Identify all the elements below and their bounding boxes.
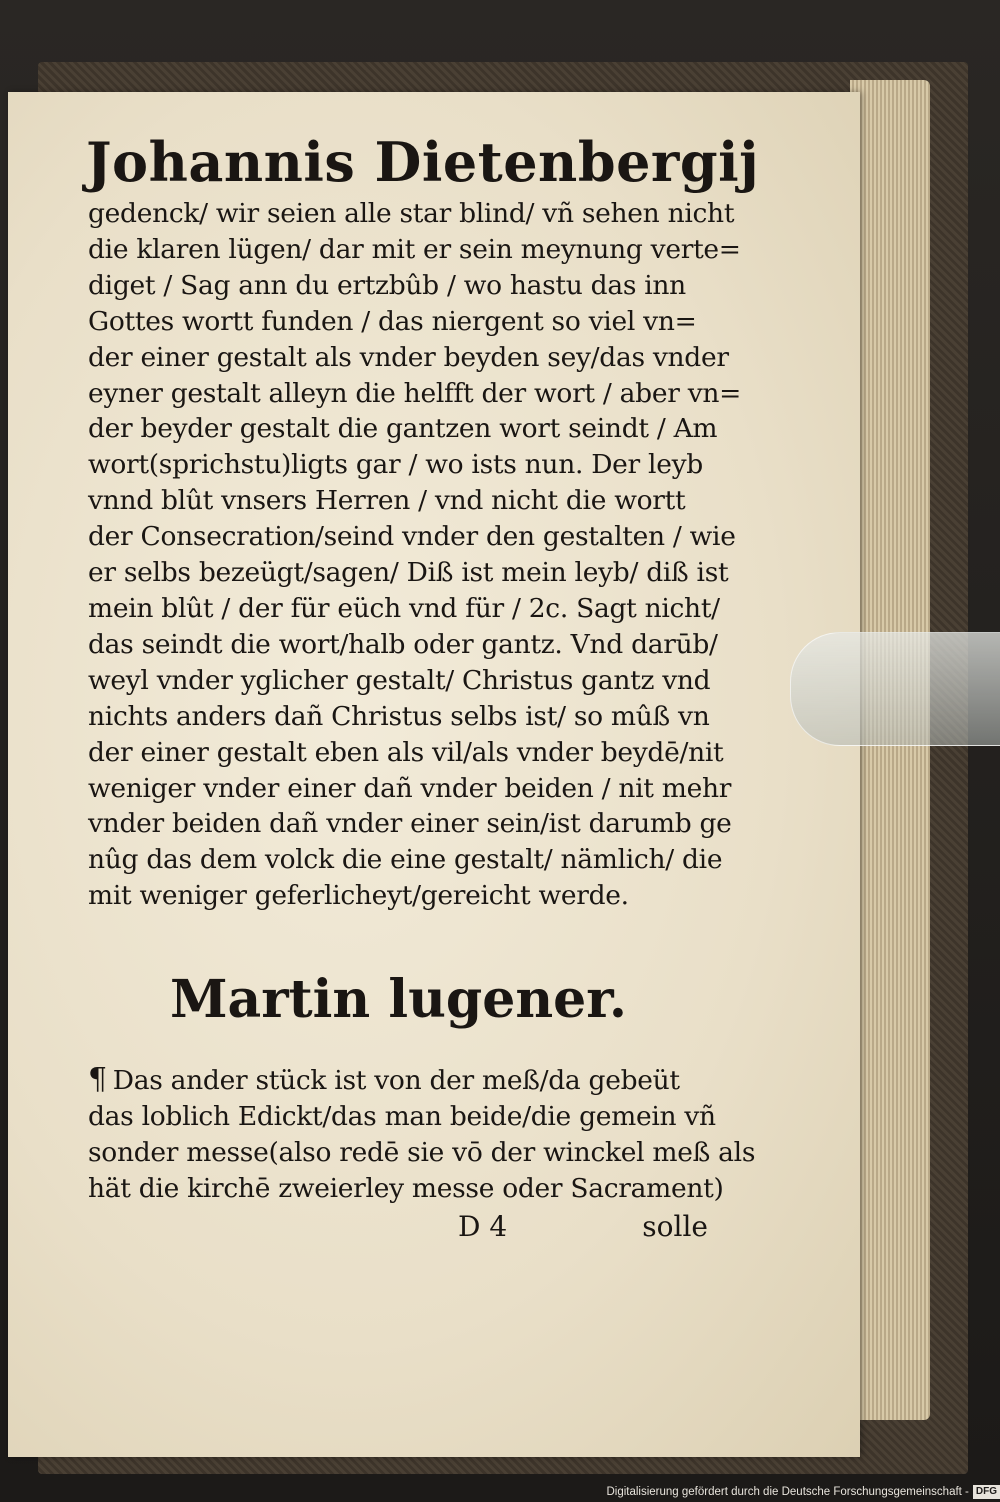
paragraph-1 xyxy=(88,196,742,914)
text-line: vnnd blût vnsers Herren / vnd nicht die wortt xyxy=(88,485,686,517)
text-line: das loblich Edickt/das man beide/die gemein vñ xyxy=(88,1100,716,1132)
text-line: gedenck/ wir seien alle star blind/ vñ sehen nicht xyxy=(88,198,735,229)
text-line-content: Das ander stück ist von der meß/da gebeüt xyxy=(112,1065,680,1096)
text-line: hät die kirchē zweierley messe oder Sacrament) xyxy=(88,1172,724,1204)
text-line xyxy=(88,1062,708,1099)
running-head: Johannis Dietenbergij xyxy=(86,130,760,194)
catchword: solle xyxy=(642,1210,708,1243)
dfg-logo: DFG xyxy=(973,1485,1000,1499)
page-edges xyxy=(850,80,930,1420)
text-line: mein blût / der für eüch vnd für / 2c. Sagt nicht/ xyxy=(88,592,720,624)
text-line: der beyder gestalt die gantzen wort seindt / Am xyxy=(88,413,718,445)
text-line: der einer gestalt als vnder beyden sey/das vnder xyxy=(88,341,729,373)
text-line: der Consecration/seind vnder den gestalten / wie xyxy=(88,521,736,553)
text-line: nûg das dem volck die eine gestalt/ nämlich/ die xyxy=(88,844,723,876)
signature-mark: D 4 xyxy=(458,1210,508,1243)
paragraph-2 xyxy=(88,1062,756,1207)
text-line: mit weniger geferlicheyt/gereicht werde. xyxy=(88,880,629,912)
text-line: wort(sprichstu)ligts gar / wo ists nun. Der leyb xyxy=(88,449,703,481)
credit-text: Digitalisierung gefördert durch die Deutsche Forschungsgemeinschaft - xyxy=(606,1486,969,1498)
text-line: vnder beiden dañ vnder einer sein/ist darumb ge xyxy=(88,808,732,840)
text-line: weyl vnder yglicher gestalt/ Christus gantz vnd xyxy=(88,664,711,696)
main-text-block xyxy=(86,128,760,914)
text-line: nichts anders dañ Christus selbs ist/ so mûß vn xyxy=(88,700,710,732)
text-line: sonder messe(also redē sie vō der winckel meß als xyxy=(88,1136,756,1168)
text-line: Gottes wortt funden / das niergent so viel vn= xyxy=(88,305,697,337)
digitization-credit xyxy=(600,1482,1000,1502)
text-line: der einer gestalt eben als vil/als vnder beydē/nit xyxy=(88,736,724,768)
text-line: die klaren lügen/ dar mit er sein meynung verte= xyxy=(88,233,741,265)
section-heading: Martin lugener. xyxy=(170,969,627,1030)
text-line: eyner gestalt alleyn die helfft der wort / aber vn= xyxy=(88,377,742,409)
text-line: diget / Sag ann du ertzbûb / wo hastu das inn xyxy=(88,269,686,301)
page-footer-line xyxy=(88,1210,708,1250)
pilcrow-mark: ¶ xyxy=(88,1062,107,1097)
bookmark-clip xyxy=(790,632,1000,746)
text-line: das seindt die wort/halb oder gantz. Vnd darūb/ xyxy=(88,628,718,660)
text-line: weniger vnder einer dañ vnder beiden / nit mehr xyxy=(88,772,732,804)
text-line: er selbs bezeügt/sagen/ Diß ist mein leyb/ diß ist xyxy=(88,557,729,589)
